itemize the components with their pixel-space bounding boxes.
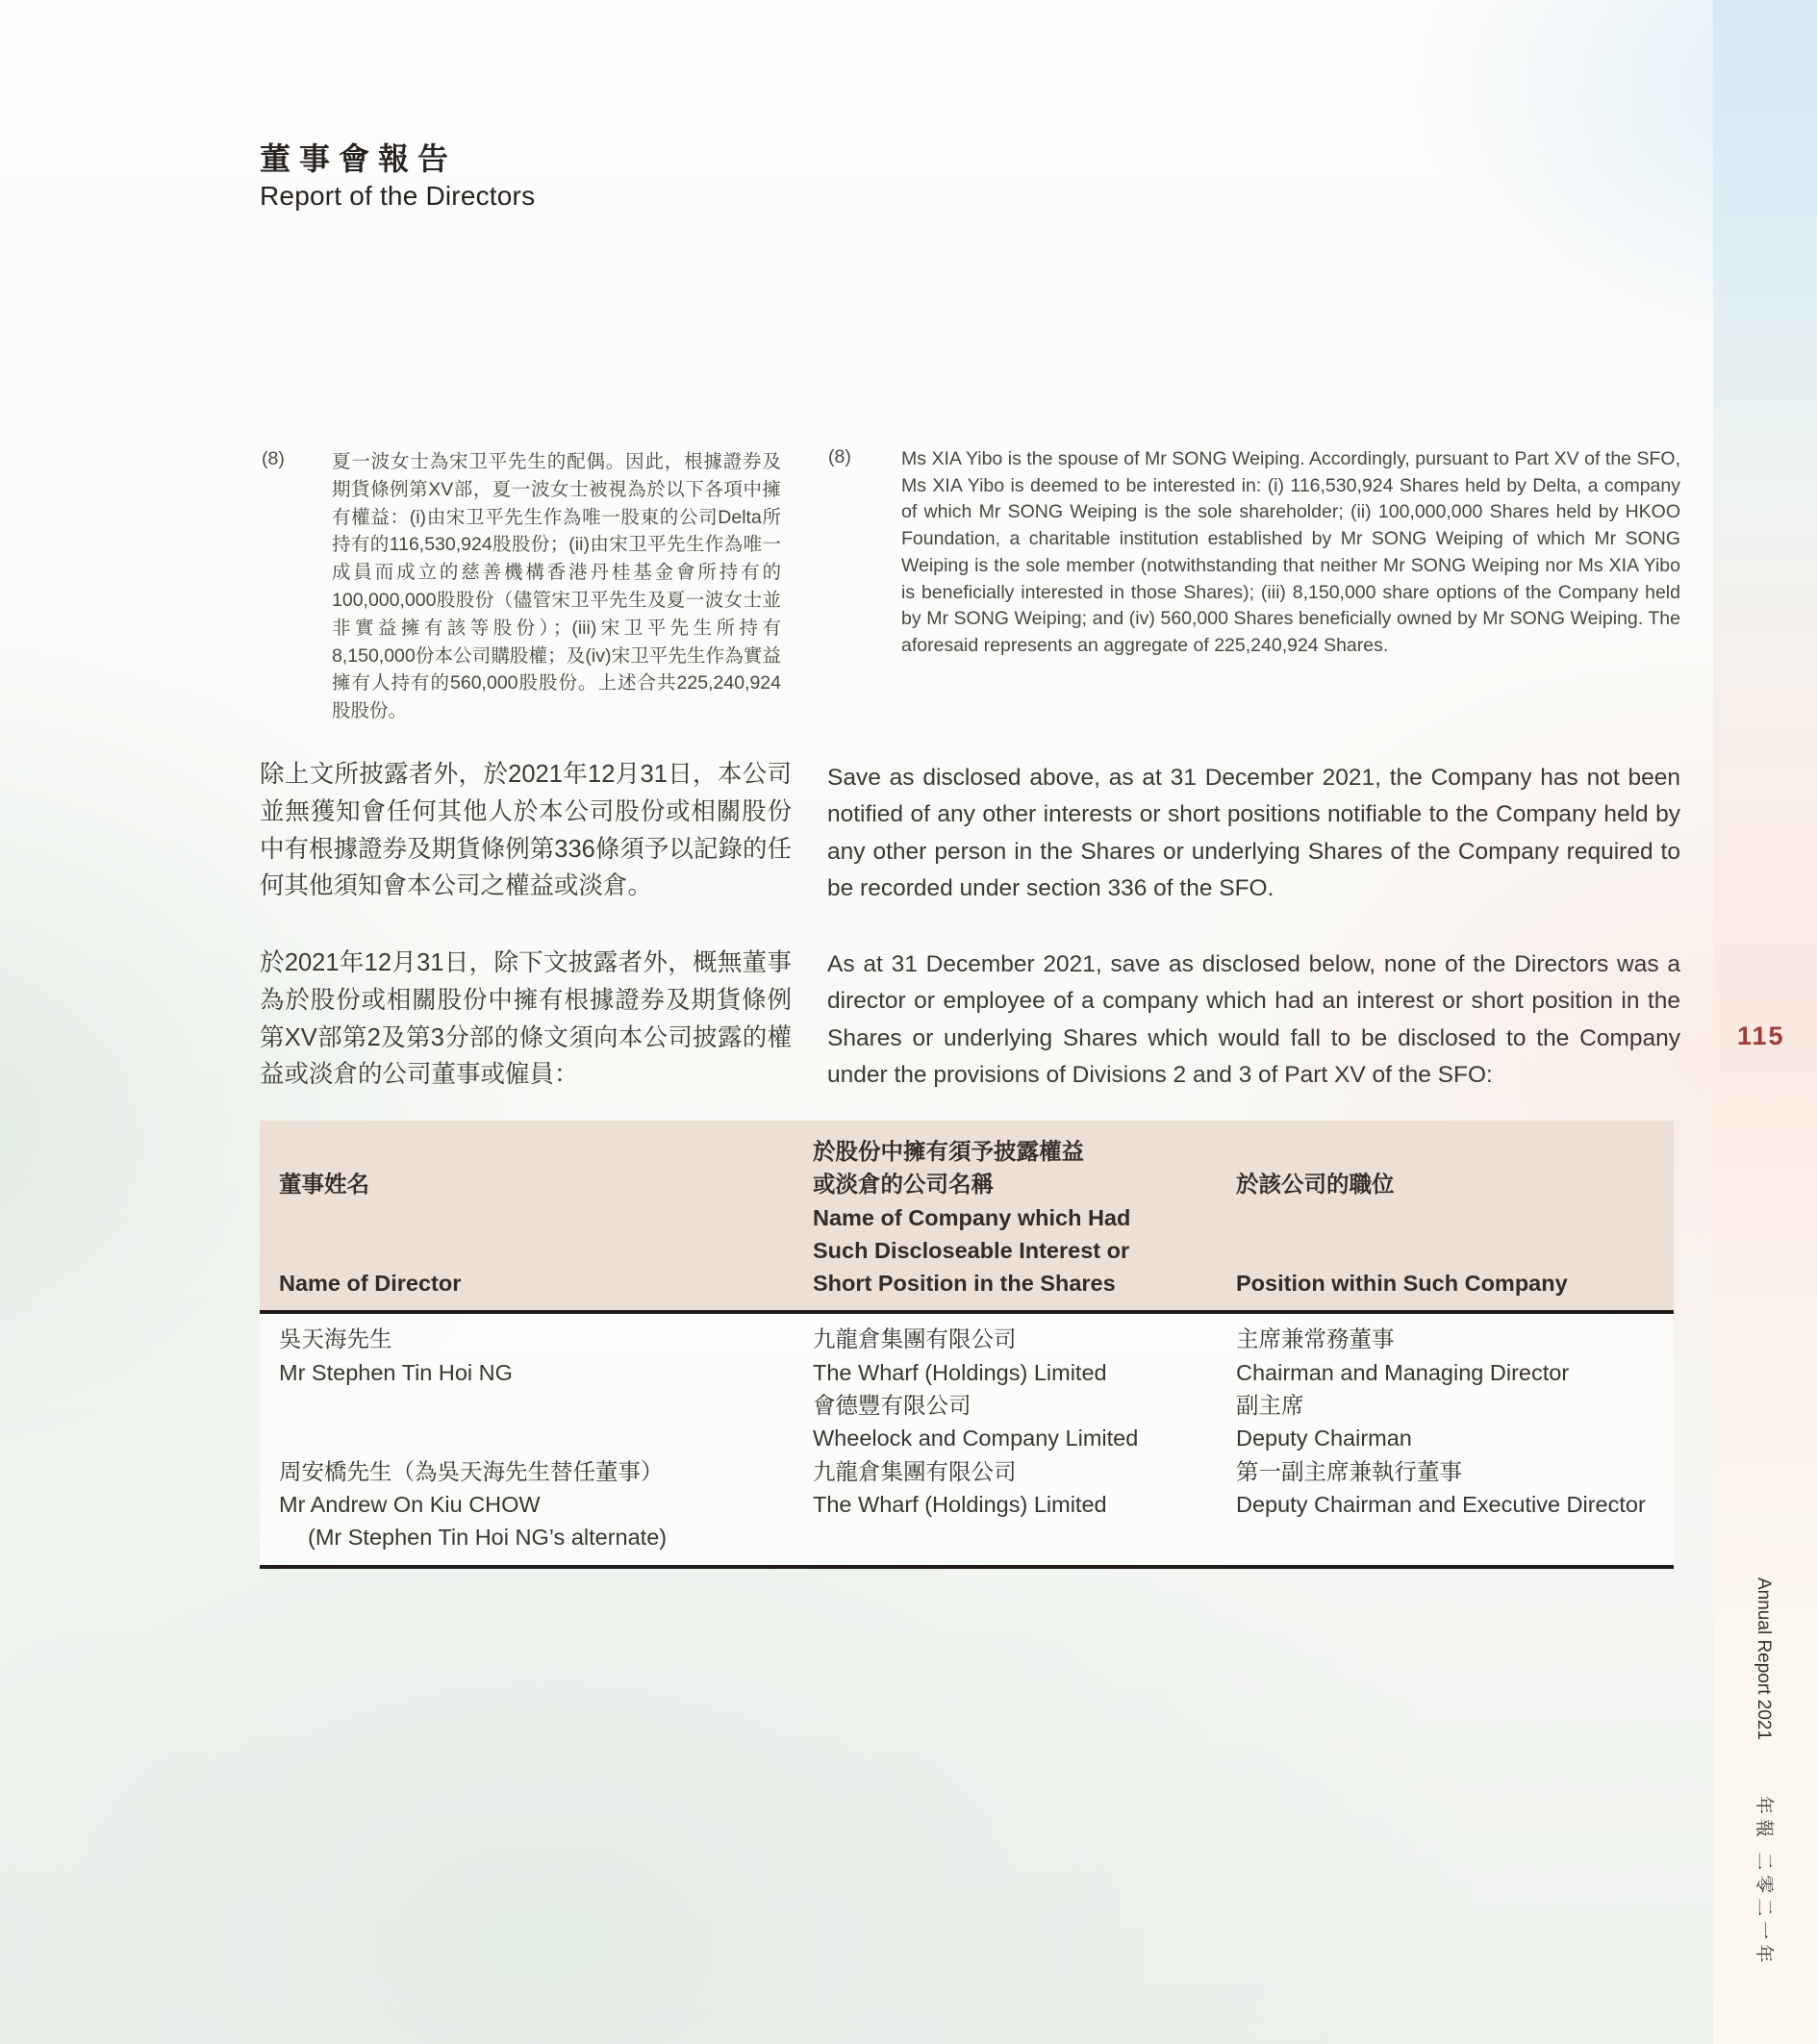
table-row <box>279 1323 1654 1454</box>
directors-table <box>260 1121 1674 1569</box>
table-header-director <box>279 1135 813 1300</box>
header-director-zh: 董事姓名 <box>279 1172 369 1198</box>
paragraph-en-2: As at 31 December 2021, save as disclosed below, none of the Directors was a director or employee of a company which had an interest or short position in the Shares or underlying Shares which would fall to be disclosed to the Company under the provisions of Divisions 2 and 3 of Part XV of the SFO: <box>827 951 1680 1088</box>
footnote-marker-en: (8) <box>828 446 851 467</box>
cell-director: 周安橋先生（為吳天海先生替任董事） Mr Andrew On Kiu CHOW (Mr Stephen Tin Hoi NG’s alternate) <box>279 1458 668 1551</box>
footnote-text-en: Ms XIA Yibo is the spouse of Mr SONG Weiping. Accordingly, pursuant to Part XV of the SFO, Ms XIA Yibo is deemed to be interested in: (i) 116,530,924 Shares held by Delta, a company of which Mr SONG Weiping is the sole shareholder; (ii) 100,000,000 Shares held by HKOO Foundation, a charitable institution established by Mr SONG Weiping of which Mr SONG Weiping is the sole member (notwithstanding that neither Mr SONG Weiping nor Ms XIA Yibo is beneficially interested in those Shares); (iii) 8,150,000 share options of the Company held by Mr SONG Weiping; and (iv) 560,000 Shares beneficially owned by Mr SONG Weiping. The aforesaid represents an aggregate of 225,240,924 Shares. <box>901 448 1680 656</box>
footnote-marker-zh: (8) <box>262 448 285 469</box>
table-header-position <box>1236 1135 1654 1300</box>
table-row <box>279 1455 1654 1554</box>
page-number: 115 <box>1737 1022 1785 1050</box>
table-body <box>260 1314 1674 1568</box>
paragraph-zh-1: 除上文所披露者外，於2021年12月31日，本公司並無獲知會任何其他人於本公司股份或相關股份中有根據證券及期貨條例第336條須予以記錄的任何其他須知會本公司之權益或淡倉。 <box>260 761 792 900</box>
header-position-zh: 於該公司的職位 <box>1236 1172 1395 1198</box>
paragraph-zh-2: 於2021年12月31日，除下文披露者外，概無董事為於股份或相關股份中擁有根據證券及期貨條例第XV部第2及第3分部的條文須向本公司披露的權益或淡倉的公司董事或僱員： <box>260 949 792 1089</box>
cell-position: 第一副主席兼執行董事 Deputy Chairman and Executive Director <box>1236 1458 1646 1517</box>
header-position-en: Position within Such Company <box>1236 1271 1568 1297</box>
page-title-en: Report of the Directors <box>260 181 536 211</box>
cell-company: 九龍倉集團有限公司 The Wharf (Holdings) Limited 會德豐有限公司 Wheelock and Company Limited <box>813 1326 1139 1451</box>
cell-director: 吳天海先生 Mr Stephen Tin Hoi NG <box>279 1326 513 1385</box>
cell-position: 主席兼常務董事 Chairman and Managing Director 副主席 Deputy Chairman <box>1236 1326 1570 1451</box>
paragraph-en-1: Save as disclosed above, as at 31 December 2021, the Company has not been notified of any other interests or short positions notifiable to the Company held by any other person in the Shares or underlying Shares of the Company required to be recorded under section 336 of the SFO. <box>827 765 1680 901</box>
table-header-company: 於股份中擁有須予披露權益 或淡倉的公司名稱 Name of Company which Had Such Discloseable Interest or Short Position in the Shares <box>813 1139 1131 1297</box>
sidebar-annual-report-en: Annual Report 2021 <box>1754 1577 1774 1741</box>
page-title-zh: 董事會報告 <box>260 141 458 176</box>
header-director-en: Name of Director <box>279 1271 462 1297</box>
table-header-row <box>260 1121 1674 1314</box>
cell-company: 九龍倉集團有限公司 The Wharf (Holdings) Limited <box>813 1458 1107 1517</box>
sidebar-annual-report-zh: 年報 二零二一年 <box>1754 1796 1774 1968</box>
sidebar-annual-report <box>1753 1577 1779 1968</box>
footnote-text-zh: 夏一波女士為宋卫平先生的配偶。因此，根據證券及期貨條例第XV部，夏一波女士被視為於以下各項中擁有權益：(i)由宋卫平先生作為唯一股東的公司Delta所持有的116,530,924股股份；(ii)由宋卫平先生作為唯一成員而成立的慈善機構香港丹桂基金會所持有的100,000,000股股份（儘管宋卫平先生及夏一波女士並非實益擁有該等股份）；(iii)宋卫平先生所持有8,150,000份本公司購股權；及(iv)宋卫平先生作為實益擁有人持有的560,000股股份。上述合共225,240,924股股份。 <box>332 451 781 722</box>
